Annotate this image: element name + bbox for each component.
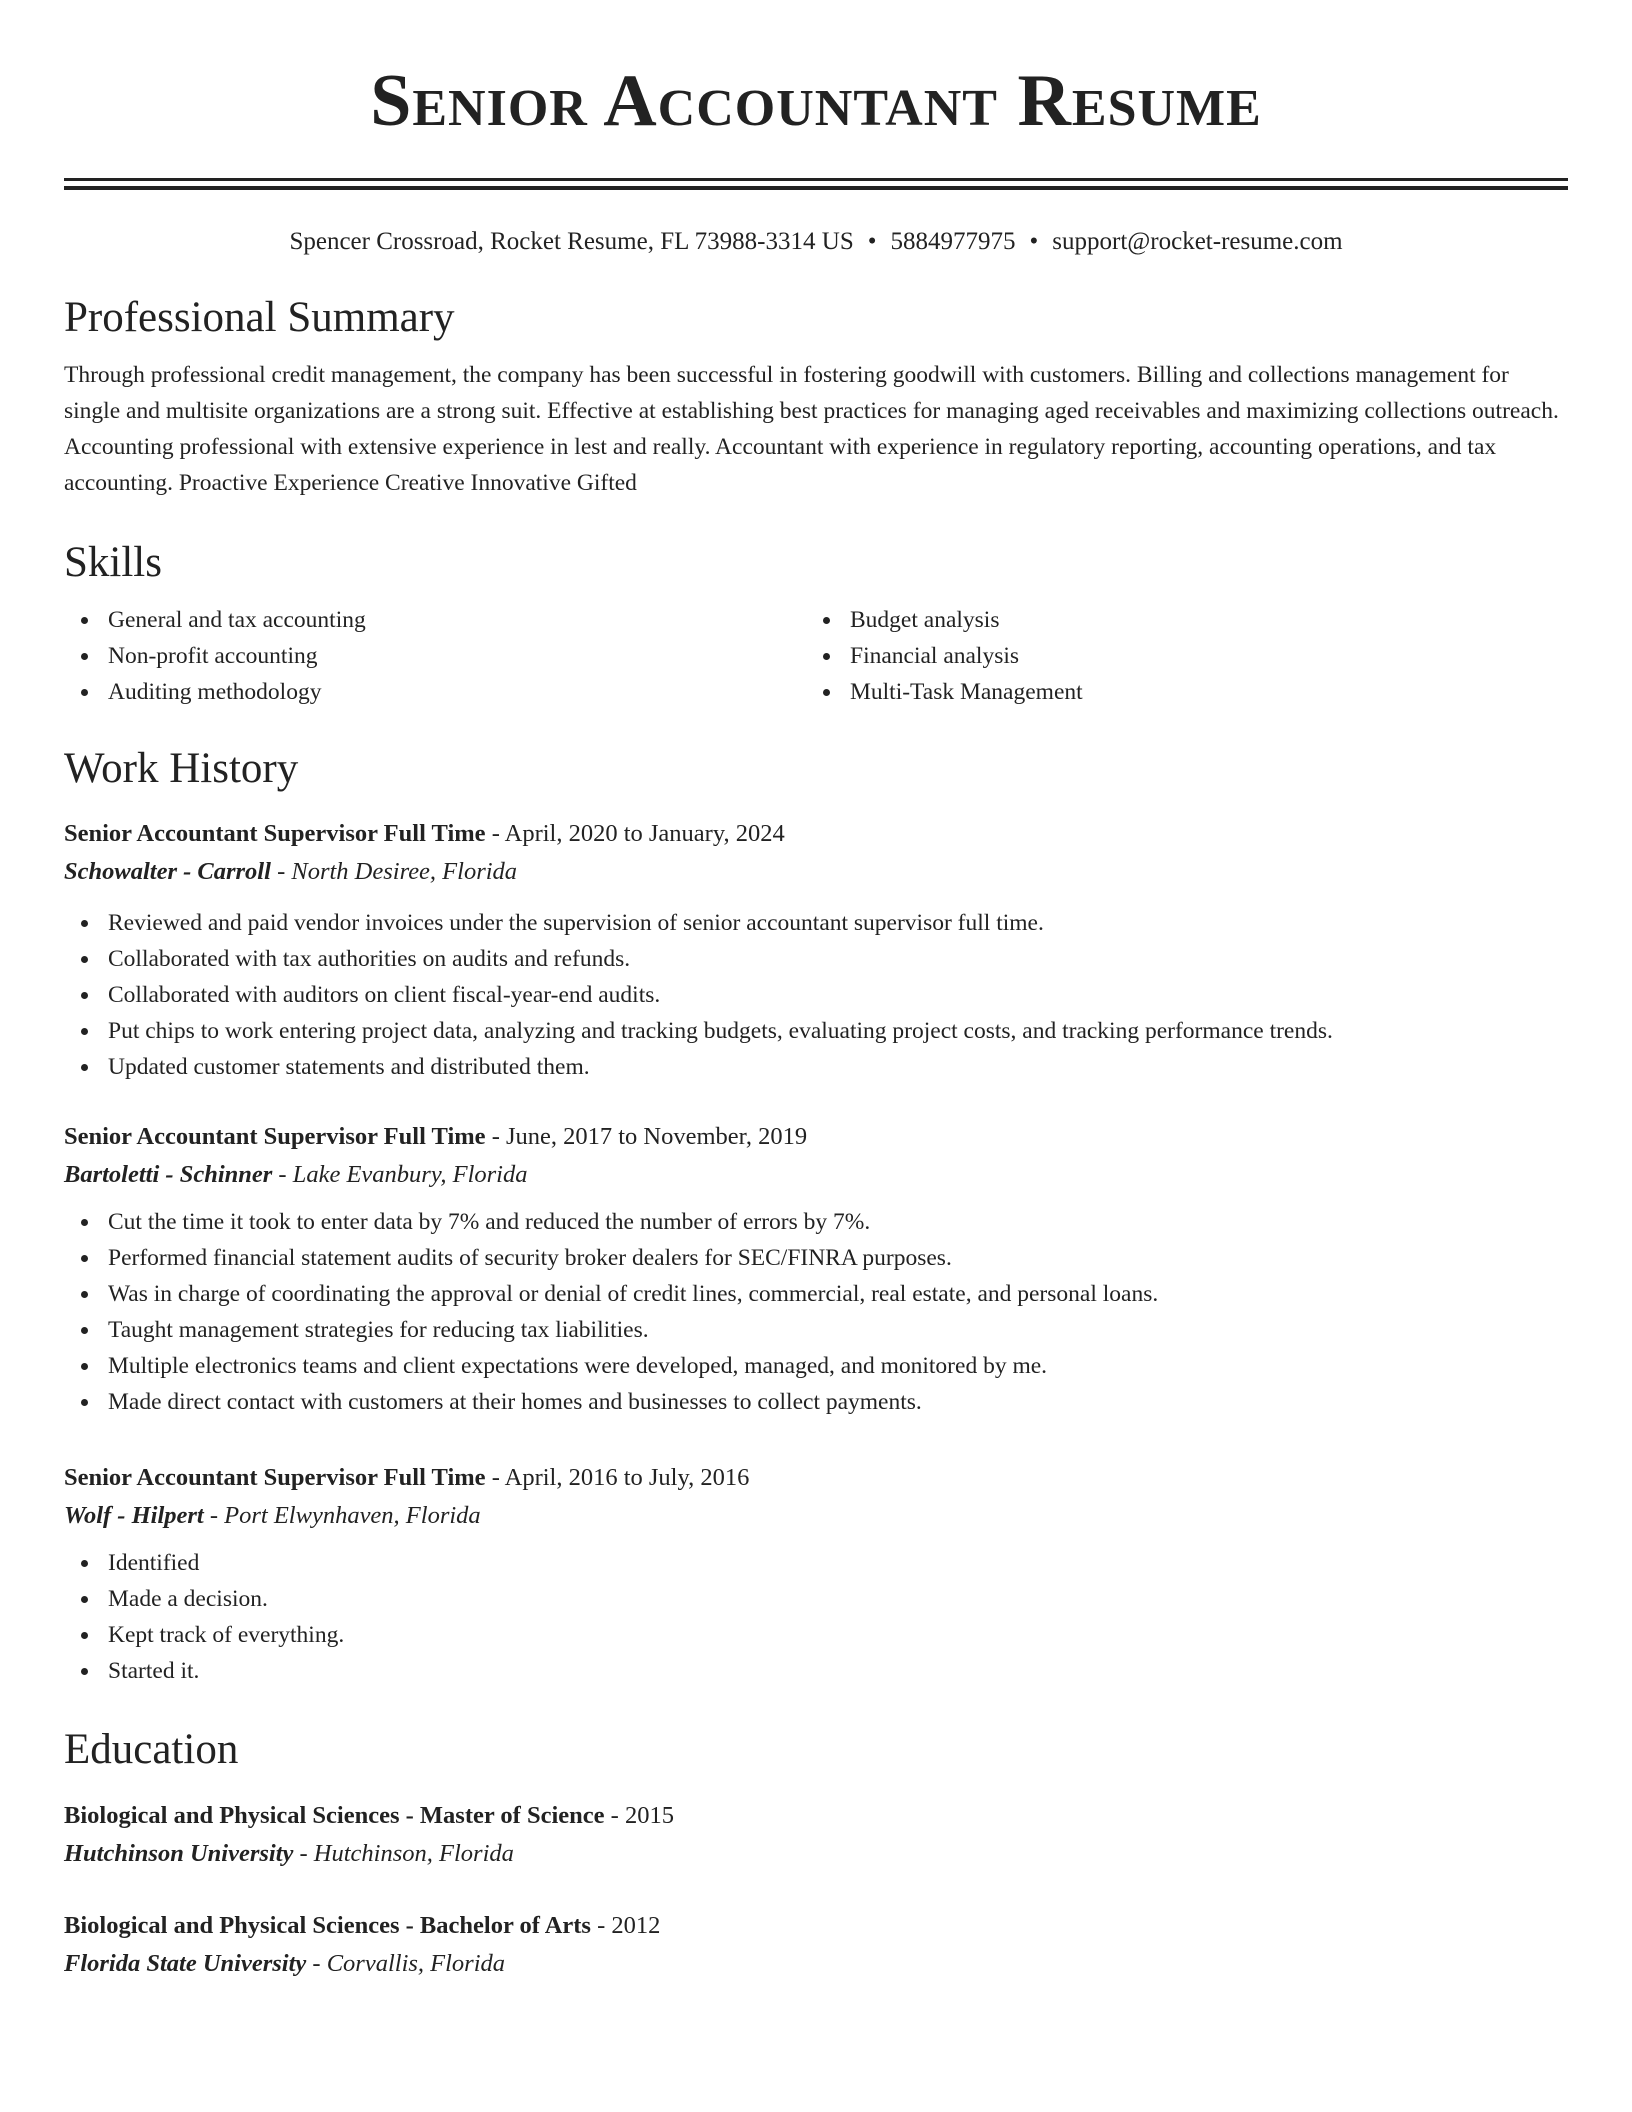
company-location: - North Desiree, Florida	[270, 858, 518, 885]
job-bullet: Collaborated with auditors on client fiscal-year-end audits.	[64, 977, 1568, 1013]
company-name: Schowalter - Carroll	[64, 858, 271, 885]
skill-item: Budget analysis	[806, 602, 1548, 638]
resume-title: Senior Accountant Resume	[370, 60, 1262, 142]
job-bullet: Cut the time it took to enter data by 7% and reduced the number of errors by 7%.	[64, 1204, 1568, 1240]
company-name: Bartoletti - Schinner	[64, 1161, 273, 1188]
job-bullet: Identified	[64, 1545, 1568, 1581]
job-title: Senior Accountant Supervisor Full Time	[64, 1123, 486, 1150]
job-title: Senior Accountant Supervisor Full Time	[64, 820, 486, 847]
skills-section	[64, 541, 1568, 710]
skill-item: General and tax accounting	[64, 602, 806, 638]
school-location: - Corvallis, Florida	[306, 1950, 506, 1977]
job-bullet: Updated customer statements and distributed them.	[64, 1049, 1568, 1085]
job-bullet: Collaborated with tax authorities on audits and refunds.	[64, 941, 1568, 977]
job-dates: - April, 2016 to July, 2016	[485, 1464, 750, 1491]
skill-item: Non-profit accounting	[64, 638, 806, 674]
degree-year: - 2012	[590, 1912, 661, 1939]
degree-name: Biological and Physical Sciences - Master of Science	[64, 1802, 605, 1829]
company-line	[64, 853, 1568, 891]
job-title: Senior Accountant Supervisor Full Time	[64, 1464, 486, 1491]
summary-section	[64, 296, 1568, 501]
contact-phone: 5884977975	[890, 228, 1016, 255]
job-bullets	[64, 1545, 1568, 1689]
education-section	[64, 1728, 1568, 1771]
skills-heading: Skills	[64, 539, 162, 586]
job-title-line	[64, 815, 1568, 853]
job-bullet: Started it.	[64, 1653, 1568, 1689]
company-location: - Port Elwynhaven, Florida	[203, 1502, 481, 1529]
job-entry	[64, 1118, 1568, 1420]
job-bullets	[64, 1204, 1568, 1420]
skill-item: Multi-Task Management	[806, 674, 1548, 710]
job-dates: - June, 2017 to November, 2019	[485, 1123, 808, 1150]
job-bullet: Was in charge of coordinating the approval or denial of credit lines, commercial, real estate, and personal loans.	[64, 1276, 1568, 1312]
summary-text: Through professional credit management, the company has been successful in fostering goodwill with customers. Billing and collections management for single and multisite organizations are a strong suit. Effective at establishing best practices for managing aged receivables and maximizing collections outreach. Accounting professional with extensive experience in lest and really. Accountant with experience in regulatory reporting, accounting operations, and tax accounting. Proactive Experience Creative Innovative Gifted	[64, 362, 1559, 496]
skills-columns	[64, 602, 1568, 710]
title-double-rule	[64, 178, 1568, 190]
job-entry	[64, 1459, 1568, 1689]
job-bullet: Performed financial statement audits of security broker dealers for SEC/FINRA purposes.	[64, 1240, 1568, 1276]
contact-email: support@rocket-resume.com	[1052, 228, 1343, 255]
job-bullet: Made direct contact with customers at their homes and businesses to collect payments.	[64, 1384, 1568, 1420]
school-line	[64, 1945, 1568, 1983]
contact-separator: •	[867, 228, 877, 255]
work-history-heading: Work History	[64, 745, 299, 792]
job-bullet: Reviewed and paid vendor invoices under the supervision of senior accountant supervisor full time.	[64, 905, 1568, 941]
company-name: Wolf - Hilpert	[64, 1502, 204, 1529]
school-name: Florida State University	[64, 1950, 307, 1977]
work-history-section	[64, 747, 1568, 790]
education-heading: Education	[64, 1726, 239, 1773]
degree-line	[64, 1907, 1568, 1945]
job-bullet: Made a decision.	[64, 1581, 1568, 1617]
degree-line	[64, 1797, 1568, 1835]
job-bullet: Kept track of everything.	[64, 1617, 1568, 1653]
school-name: Hutchinson University	[64, 1840, 294, 1867]
job-bullet: Taught management strategies for reducing tax liabilities.	[64, 1312, 1568, 1348]
job-title-line	[64, 1459, 1568, 1497]
skill-item: Financial analysis	[806, 638, 1548, 674]
skill-item: Auditing methodology	[64, 674, 806, 710]
school-line	[64, 1835, 1568, 1873]
company-line	[64, 1497, 1568, 1535]
skills-list-right	[806, 602, 1548, 710]
education-entry	[64, 1797, 1568, 1873]
summary-heading: Professional Summary	[64, 294, 455, 341]
job-bullet: Put chips to work entering project data, analyzing and tracking budgets, evaluating project costs, and tracking performance trends.	[64, 1013, 1568, 1049]
degree-year: - 2015	[604, 1802, 674, 1829]
skills-list-left	[64, 602, 806, 710]
contact-separator: •	[1029, 228, 1039, 255]
education-entry	[64, 1907, 1568, 1983]
degree-name: Biological and Physical Sciences - Bachelor of Arts	[64, 1912, 591, 1939]
company-location: - Lake Evanbury, Florida	[272, 1161, 528, 1188]
school-location: - Hutchinson, Florida	[293, 1840, 514, 1867]
contact-address: Spencer Crossroad, Rocket Resume, FL 73988-3314 US	[289, 228, 854, 255]
job-dates: - April, 2020 to January, 2024	[485, 820, 785, 847]
job-entry	[64, 815, 1568, 1085]
company-line	[64, 1156, 1568, 1194]
job-bullet: Multiple electronics teams and client expectations were developed, managed, and monitored by me.	[64, 1348, 1568, 1384]
job-bullets	[64, 905, 1568, 1085]
job-title-line	[64, 1118, 1568, 1156]
contact-line	[64, 226, 1568, 258]
